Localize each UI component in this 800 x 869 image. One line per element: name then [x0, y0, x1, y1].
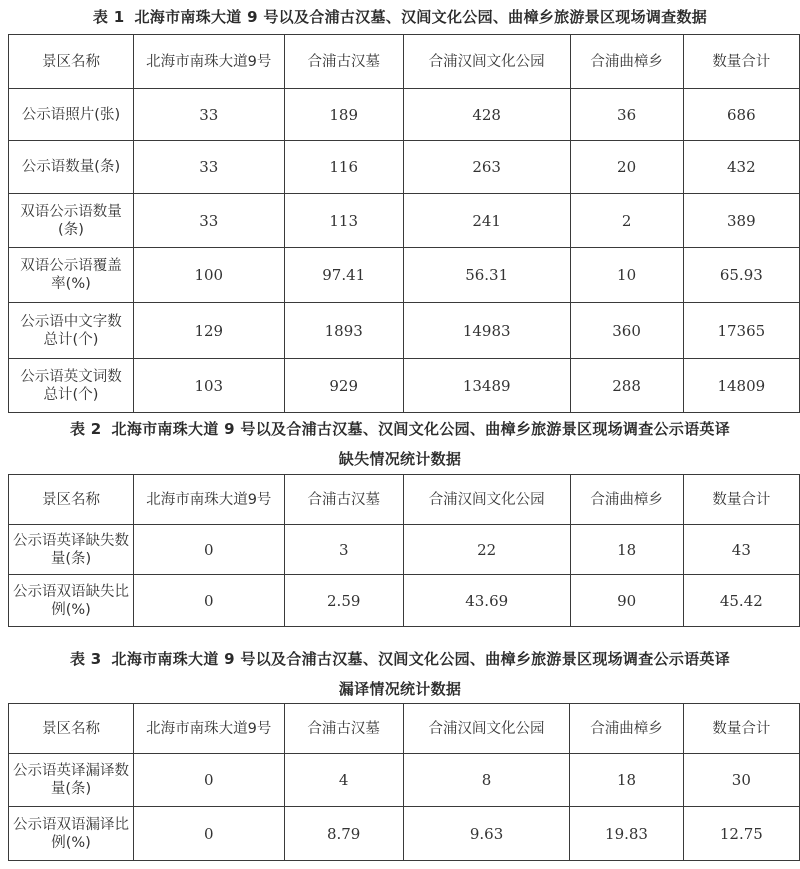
table2-caption	[0, 416, 800, 442]
table-cell: 263	[403, 141, 570, 194]
table2-header-cell: 数量合计	[683, 475, 799, 525]
row-label: 公示语英文词数总计(个)	[9, 359, 134, 413]
table-cell: 14983	[403, 303, 570, 359]
table-cell: 0	[134, 754, 285, 807]
table-cell: 288	[570, 359, 683, 413]
table-cell: 13489	[403, 359, 570, 413]
table3	[8, 703, 800, 861]
table3-caption-number: 表 3	[69, 650, 102, 668]
table-cell: 113	[284, 194, 403, 248]
table-cell: 2	[570, 194, 683, 248]
table-row	[9, 194, 800, 248]
table-cell: 432	[683, 141, 799, 194]
table-cell: 103	[133, 359, 284, 413]
table-row	[9, 248, 800, 303]
table-cell: 17365	[683, 303, 799, 359]
table-cell: 30	[683, 754, 799, 807]
table-row	[9, 525, 800, 575]
table3-caption-text-line2: 漏译情况统计数据	[338, 680, 462, 698]
table-cell: 389	[683, 194, 799, 248]
table-cell: 4	[284, 754, 403, 807]
table-cell: 929	[284, 359, 403, 413]
table-cell: 90	[570, 575, 683, 627]
table-cell: 56.31	[403, 248, 570, 303]
table-cell: 116	[284, 141, 403, 194]
table1-caption	[0, 4, 800, 30]
table-row	[9, 89, 800, 141]
table-cell: 12.75	[683, 807, 799, 861]
table3-header-cell: 景区名称	[9, 704, 134, 754]
row-label: 公示语双语缺失比例(%)	[9, 575, 134, 627]
table1-caption-number: 表 1	[92, 8, 125, 26]
table2-header-cell: 景区名称	[9, 475, 134, 525]
table-cell: 36	[570, 89, 683, 141]
table-cell: 241	[403, 194, 570, 248]
table-cell: 100	[133, 248, 284, 303]
table-cell: 0	[134, 525, 285, 575]
table-cell: 19.83	[570, 807, 683, 861]
row-label: 公示语英译漏译数量(条)	[9, 754, 134, 807]
table3-header-cell: 合浦古汉墓	[284, 704, 403, 754]
table3-caption	[0, 646, 800, 672]
table-cell: 360	[570, 303, 683, 359]
table3-caption-line2	[0, 676, 800, 702]
table1-header-cell: 景区名称	[9, 35, 134, 89]
table-cell: 0	[134, 807, 285, 861]
table2-header-row	[9, 475, 800, 525]
row-label: 双语公示语覆盖率(%)	[9, 248, 134, 303]
row-label: 公示语双语漏译比例(%)	[9, 807, 134, 861]
table-cell: 43	[683, 525, 799, 575]
table1-header-cell: 合浦曲樟乡	[570, 35, 683, 89]
table2-header-cell: 合浦古汉墓	[284, 475, 403, 525]
table2	[8, 474, 800, 627]
table2-caption-text-line2: 缺失情况统计数据	[338, 450, 462, 468]
table-cell: 33	[133, 141, 284, 194]
table2-caption-number: 表 2	[69, 420, 102, 438]
table-row	[9, 303, 800, 359]
table-row	[9, 575, 800, 627]
table-cell: 189	[284, 89, 403, 141]
table3-header-cell: 合浦汉闾文化公园	[403, 704, 570, 754]
table-cell: 45.42	[683, 575, 799, 627]
table1-header-cell: 数量合计	[683, 35, 799, 89]
table1-header-row	[9, 35, 800, 89]
table-cell: 8.79	[284, 807, 403, 861]
table2-header-cell: 合浦汉闾文化公园	[403, 475, 570, 525]
table-cell: 22	[403, 525, 570, 575]
table-cell: 3	[284, 525, 403, 575]
table2-header-cell: 北海市南珠大道9号	[134, 475, 285, 525]
table1	[8, 34, 800, 413]
table1-header-cell: 合浦汉闾文化公园	[403, 35, 570, 89]
table-cell: 9.63	[403, 807, 570, 861]
table-cell: 33	[133, 194, 284, 248]
table2-header-cell: 合浦曲樟乡	[570, 475, 683, 525]
row-label: 公示语英译缺失数量(条)	[9, 525, 134, 575]
table-cell: 14809	[683, 359, 799, 413]
table-row	[9, 754, 800, 807]
row-label: 公示语中文字数总计(个)	[9, 303, 134, 359]
table-cell: 20	[570, 141, 683, 194]
table-row	[9, 807, 800, 861]
table-cell: 428	[403, 89, 570, 141]
table-cell: 97.41	[284, 248, 403, 303]
table-cell: 0	[134, 575, 285, 627]
row-label: 公示语数量(条)	[9, 141, 134, 194]
table-cell: 18	[570, 754, 683, 807]
table-cell: 33	[133, 89, 284, 141]
table1-header-cell: 合浦古汉墓	[284, 35, 403, 89]
table-cell: 1893	[284, 303, 403, 359]
table-cell: 2.59	[284, 575, 403, 627]
table3-header-cell: 数量合计	[683, 704, 799, 754]
row-label: 双语公示语数量(条)	[9, 194, 134, 248]
table-cell: 686	[683, 89, 799, 141]
table-cell: 65.93	[683, 248, 799, 303]
table-cell: 43.69	[403, 575, 570, 627]
table2-caption-line2	[0, 446, 800, 472]
table3-header-row	[9, 704, 800, 754]
table-cell: 10	[570, 248, 683, 303]
table-cell: 18	[570, 525, 683, 575]
table-cell: 129	[133, 303, 284, 359]
table3-header-cell: 北海市南珠大道9号	[134, 704, 285, 754]
table2-caption-text-line1: 北海市南珠大道 9 号以及合浦古汉墓、汉闾文化公园、曲樟乡旅游景区现场调查公示语英译	[111, 420, 731, 438]
row-label: 公示语照片(张)	[9, 89, 134, 141]
table-row	[9, 141, 800, 194]
table1-header-cell: 北海市南珠大道9号	[133, 35, 284, 89]
table-cell: 8	[403, 754, 570, 807]
table3-header-cell: 合浦曲樟乡	[570, 704, 683, 754]
table-row	[9, 359, 800, 413]
table1-caption-text: 北海市南珠大道 9 号以及合浦古汉墓、汉闾文化公园、曲樟乡旅游景区现场调查数据	[134, 8, 708, 26]
table3-caption-text-line1: 北海市南珠大道 9 号以及合浦古汉墓、汉闾文化公园、曲樟乡旅游景区现场调查公示语英译	[111, 650, 731, 668]
